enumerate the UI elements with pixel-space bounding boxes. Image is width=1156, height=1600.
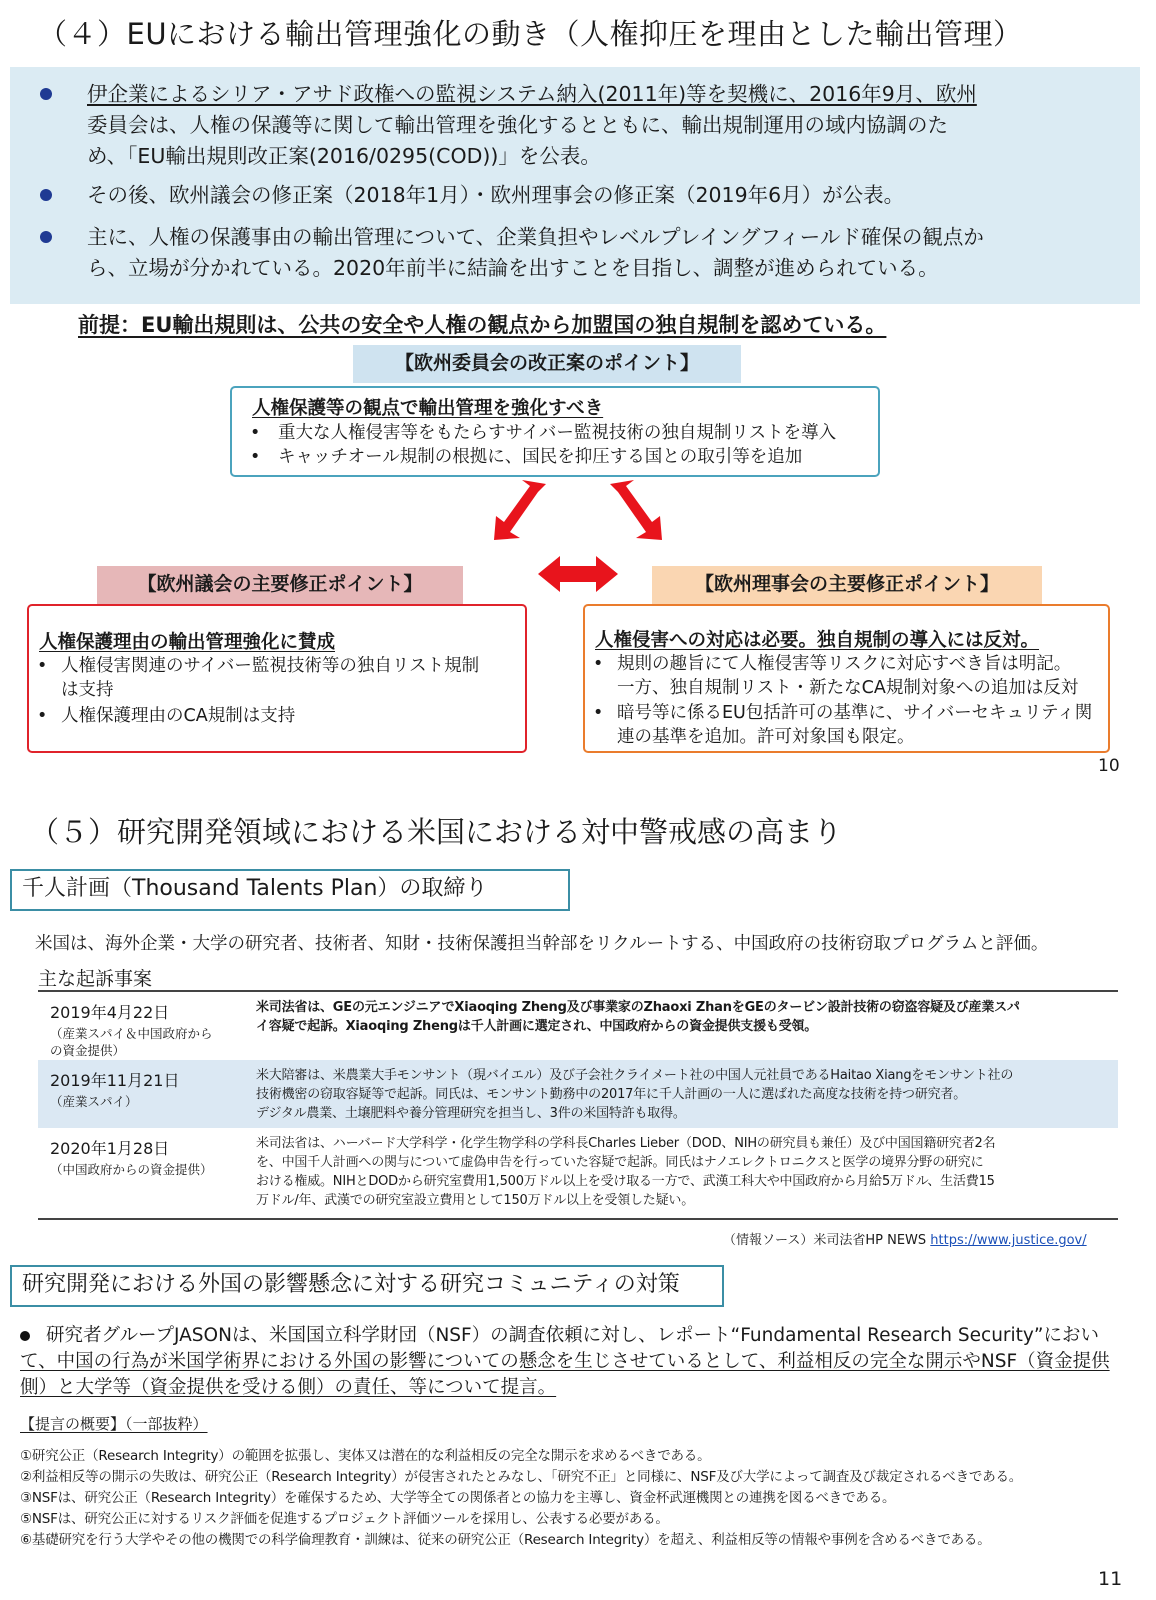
source-label: （情報ソース）米司法省HP NEWS	[723, 1233, 927, 1248]
council-item-2-line-1: 暗号等に係るEU包括許可の基準に、サイバーセキュリティ関	[617, 703, 1093, 723]
case-date: 2019年11月21日	[50, 1071, 180, 1090]
summary-box	[10, 67, 1140, 304]
case-description	[256, 1066, 1013, 1123]
council-item-2-line-2: 連の基準を追加。許可対象国も限定。	[617, 727, 915, 747]
case-description-line: 米大陪審は、米農業大手モンサント（現バイエル）及び子会社クライメート社の中国人元社員であるHaitao Xiangをモンサント社の	[256, 1068, 1014, 1083]
case-category: の資金提供）	[50, 1043, 126, 1058]
research-community-heading-box: 研究開発における外国の影響懸念に対する研究コミュニティの対策	[10, 1265, 724, 1307]
case-description-line: 米司法省は、GEの元エンジニアでXiaoqing Zheng及び事業家のZhaoxi ZhanをGEのタービン設計技術の窃盗容疑及び産業スパ	[256, 1000, 1020, 1015]
commission-heading: 人権保護等の観点で輸出管理を強化すべき	[252, 398, 604, 419]
case-description-line: を、中国千人計画への関与について虚偽申告を行っていた容疑で起訴。同氏はナノエレクトロニクスと医学の境界分野の研究に	[256, 1155, 984, 1170]
council-item-1-line-1: 規則の趣旨にて人権侵害等リスクに対応すべき旨は明記。	[617, 654, 1072, 674]
indictment-case-table	[38, 990, 1118, 1220]
premise-statement: 前提：EU輸出規則は、公共の安全や人権の観点から加盟国の独自規制を認めている。	[78, 313, 887, 337]
bullet-3-line-2: ら、立場が分かれている。2020年前半に結論を出すことを目指し、調整が進められている。	[87, 256, 939, 280]
commission-bullet-mark: •	[250, 423, 261, 443]
commission-label: 【欧州委員会の改正案のポイント】	[353, 345, 741, 383]
thousand-talents-heading-box: 千人計画（Thousand Talents Plan）の取締り	[10, 869, 570, 911]
bullet-1-line-1	[87, 79, 977, 110]
parliament-box	[27, 604, 527, 753]
bullet-1-line-2: 委員会は、人権の保護等に関して輸出管理を強化するとともに、輸出規制運用の域内協調のた	[87, 113, 948, 137]
council-item-1-line-2: 一方、独自規制リスト・新たなCA規制対象への追加は反対	[617, 678, 1079, 698]
jason-line-2: て、中国の行為が米国学術界における外国の影響についての懸念を生じさせているとして、利益相反の完全な開示やNSF（資金提供	[20, 1351, 1110, 1372]
case-category: （中国政府からの資金提供）	[50, 1162, 213, 1177]
table-row	[38, 992, 1118, 1060]
bullet-1-line-3: め、「EU輸出規則改正案(2016/0295(COD))」を公表。	[87, 144, 601, 168]
bullet-1-line-1-text: 伊企業によるシリア・アサド政権への監視システム納入(2011年)等を契機に、2016年9月、欧州	[87, 82, 977, 106]
case-date: 2019年4月22日	[50, 1003, 170, 1022]
parliament-label: 【欧州議会の主要修正ポイント】	[97, 566, 463, 604]
recommendation-item: ①研究公正（Research Integrity）の範囲を拡張し、実体又は潜在的な利益相反の完全な開示を求めるべきである。	[20, 1448, 711, 1464]
arrow-left-icon	[494, 480, 546, 540]
parliament-bullet-mark: •	[37, 656, 48, 676]
talents-intro-text: 米国は、海外企業・大学の研究者、技術者、知財・技術保護担当幹部をリクルートする、中国政府の技術窃取プログラムと評価。	[35, 934, 1049, 954]
recommendation-item: ③NSFは、研究公正（Research Integrity）を確保するため、大学等全ての関係者との協力を主導し、資金杯武運機関との連携を図るべきである。	[20, 1490, 896, 1506]
case-description	[256, 998, 1020, 1036]
arrow-horizontal-icon	[538, 556, 618, 592]
commission-item-1: 重大な人権侵害等をもたらすサイバー監視技術の独自規制リストを導入	[278, 423, 837, 443]
case-date: 2020年1月28日	[50, 1139, 170, 1158]
bullet-dot-icon	[20, 1331, 30, 1341]
case-description-line: イ容疑で起訴。Xiaoqing Zhengは千人計画に選定され、中国政府からの資金提供支援も受領。	[256, 1019, 818, 1034]
bullet-dot-icon	[40, 88, 52, 100]
source-link[interactable]: https://www.justice.gov/	[930, 1233, 1087, 1248]
slide-title-4: （４）EUにおける輸出管理強化の動き（人権抑圧を理由とした輸出管理）	[38, 17, 1023, 51]
jason-line-1: 研究者グループJASONは、米国国立科学財団（NSF）の調査依頼に対し、レポート“Fundamental Research Security”におい	[46, 1325, 1099, 1346]
case-description-line: おける権威。NIHとDODから研究室費用1,500万ドル以上を受け取る一方で、武漢工科大や中国政府から月給5万ドル、生活費15	[256, 1174, 995, 1189]
recommendation-item: ⑤NSFは、研究公正に対するリスク評価を促進するプロジェクト評価ツールを採用し、公表する必要がある。	[20, 1511, 669, 1527]
bullet-2-line-1: その後、欧州議会の修正案（2018年1月）・欧州理事会の修正案（2019年6月）が公表。	[87, 183, 905, 207]
commission-item-2: キャッチオール規制の根拠に、国民を抑圧する国との取引等を追加	[278, 447, 803, 467]
arrow-right-icon	[610, 480, 662, 540]
case-description-line: デジタル農業、土壌肥料や養分管理研究を担当し、3件の米国特許も取得。	[256, 1106, 686, 1121]
recommendation-item: ②利益相反等の開示の失敗は、研究公正（Research Integrity）が侵害されたとみなし、「研究不正」と同様に、NSF及び大学によって調査及び裁定されるべきである。	[20, 1469, 1023, 1485]
page-number-11: 11	[1098, 1568, 1123, 1590]
council-heading: 人権侵害への対応は必要。独自規制の導入には反対。	[595, 630, 1040, 651]
case-description-line: 万ドル/年、武漢での研究室設立費用として150万ドル以上を受領した疑い。	[256, 1193, 694, 1208]
case-category: （産業スパイ）	[50, 1094, 138, 1109]
bullet-dot-icon	[40, 189, 52, 201]
case-description-line: 技術機密の窃取容疑等で起訴。同氏は、モンサント勤務中の2017年に千人計画の一人に選ばれた高度な技術を持つ研究者。	[256, 1087, 967, 1102]
indictment-cases-title: 主な起訴事案	[38, 968, 153, 990]
council-box	[583, 604, 1110, 753]
bullet-dot-icon	[40, 231, 52, 243]
page-number-10: 10	[1098, 756, 1120, 776]
jason-line-3: 側）と大学等（資金提供を受ける側）の責任、等について提言。	[20, 1377, 557, 1398]
parliament-item-1-line-2: は支持	[61, 680, 114, 700]
council-label: 【欧州理事会の主要修正ポイント】	[652, 566, 1042, 604]
slide-title-5: （５）研究開発領域における米国における対中警戒感の高まり	[30, 815, 843, 849]
case-description	[256, 1134, 995, 1210]
parliament-bullet-mark: •	[37, 706, 48, 726]
recommendations-title: 【提言の概要】（一部抜粋）	[20, 1415, 208, 1433]
source-note	[723, 1229, 1087, 1248]
commission-box	[230, 386, 880, 477]
parliament-item-1-line-1: 人権侵害関連のサイバー監視技術等の独自リスト規制	[61, 656, 480, 676]
recommendation-item: ⑥基礎研究を行う大学やその他の機関での科学倫理教育・訓練は、従来の研究公正（Research Integrity）を超え、利益相反等の情報や事例を含めるべきである。	[20, 1532, 991, 1548]
table-row	[38, 1060, 1118, 1128]
case-description-line: 米司法省は、ハーバード大学科学・化学生物学科の学科長Charles Lieber（DOD、NIHの研究員も兼任）及び中国国籍研究者2名	[256, 1136, 996, 1151]
case-category: （産業スパイ＆中国政府から	[50, 1026, 213, 1041]
table-row	[38, 1128, 1118, 1218]
parliament-heading: 人権保護理由の輸出管理強化に賛成	[39, 632, 336, 653]
bullet-3-line-1: 主に、人権の保護事由の輸出管理について、企業負担やレベルプレイングフィールド確保の観点か	[87, 225, 984, 249]
council-bullet-mark: •	[593, 703, 604, 723]
cycle-arrows-diagram	[488, 478, 668, 598]
council-bullet-mark: •	[593, 654, 604, 674]
commission-bullet-mark: •	[250, 447, 261, 467]
parliament-item-2: 人権保護理由のCA規制は支持	[61, 706, 296, 726]
